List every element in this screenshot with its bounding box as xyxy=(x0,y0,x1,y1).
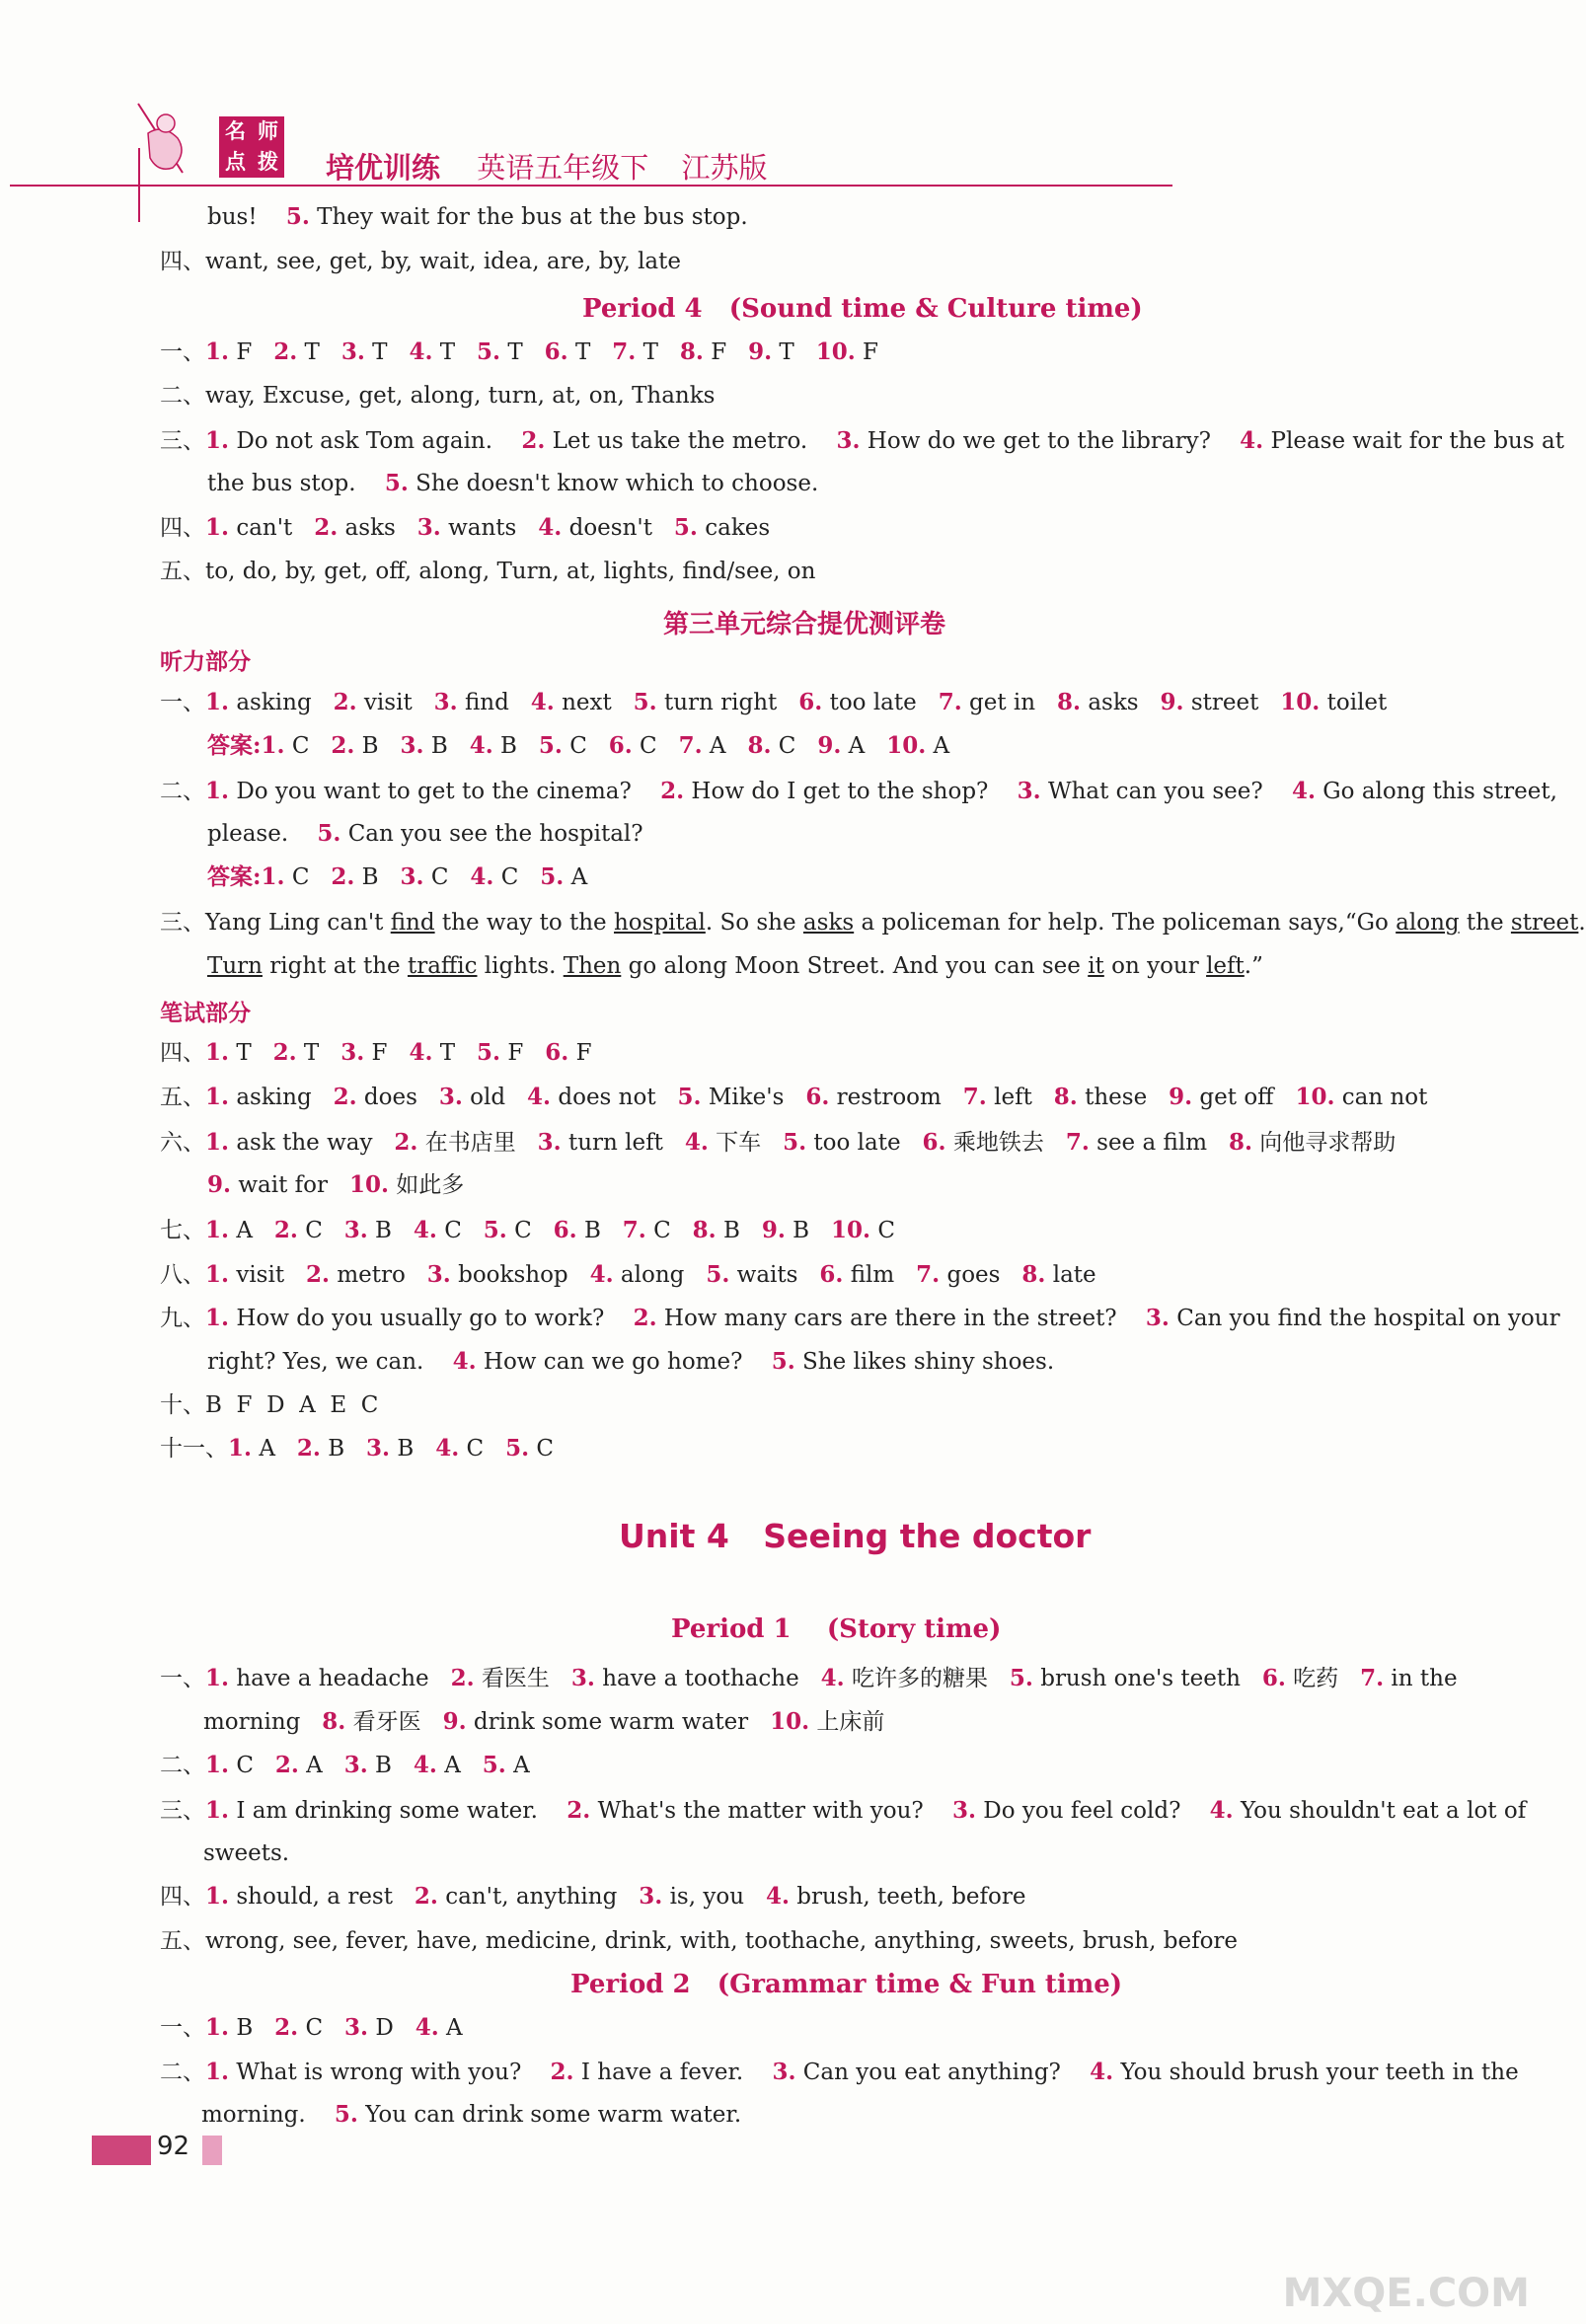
book-title xyxy=(326,146,791,187)
page-header xyxy=(0,0,1542,197)
book-title-edition: 江苏版 xyxy=(681,151,768,185)
answer-line: 一、1. have a headache 2. 看医生 3. have a toothache 4. 吃许多的糖果 5. brush one's teeth 6. 吃药 7. in the xyxy=(160,1665,1458,1691)
header-divider xyxy=(10,185,1172,187)
answer-line: 二、way, Excuse, get, along, turn, at, on, Thanks xyxy=(160,383,716,409)
answer-line: 9. wait for 10. 如此多 xyxy=(207,1171,465,1198)
answer-line: 六、1. ask the way 2. 在书店里 3. turn left 4. 下车 5. too late 6. 乘地铁去 7. see a film 8. 向他寻求帮助 xyxy=(160,1129,1397,1156)
badge-char: 名 xyxy=(225,119,246,143)
book-title-grade: 英语五年级下 xyxy=(477,151,649,185)
badge-icon xyxy=(219,116,284,178)
answer-line: sweets. xyxy=(203,1840,290,1866)
section-heading: Period 1 (Story time) xyxy=(671,1614,1002,1644)
answer-line: the bus stop. 5. She doesn't know which to choose. xyxy=(207,470,819,496)
watermark: MXQE.COM xyxy=(1282,2271,1530,2316)
answer-line: 二、1. C 2. A 3. B 4. A 5. A xyxy=(160,1752,530,1778)
answer-line: please. 5. Can you see the hospital? xyxy=(207,820,643,847)
answer-line: bus! 5. They wait for the bus at the bus stop. xyxy=(207,203,748,230)
answer-line: 四、1. T 2. T 3. F 4. T 5. F 6. F xyxy=(160,1039,592,1066)
answer-line: 四、1. can't 2. asks 3. wants 4. doesn't 5. cakes xyxy=(160,514,771,541)
answer-line: 十一、1. A 2. B 3. B 4. C 5. C xyxy=(160,1435,555,1462)
section-heading: Period 4 (Sound time & Culture time) xyxy=(582,294,1143,324)
answer-line: morning 8. 看牙医 9. drink some warm water 10. 上床前 xyxy=(203,1708,885,1735)
answer-line: 三、Yang Ling can't find the way to the hospital. So she asks a policeman for help. The policeman says,“Go along the street. xyxy=(160,910,1586,936)
answer-line: 五、1. asking 2. does 3. old 4. does not 5. Mike's 6. restroom 7. left 8. these 9. get off 10. can not xyxy=(160,1084,1428,1110)
answer-line: 答案:1. C 2. B 3. B 4. B 5. C 6. C 7. A 8. C 9. A 10. A xyxy=(207,732,950,759)
page-number-accent xyxy=(202,2136,222,2165)
answer-line: 一、1. asking 2. visit 3. find 4. next 5. turn right 6. too late 7. get in 8. asks 9. street 10. toilet xyxy=(160,689,1388,715)
answer-line: 四、1. should, a rest 2. can't, anything 3. is, you 4. brush, teeth, before xyxy=(160,1883,1026,1910)
answer-line: 五、wrong, see, fever, have, medicine, drink, with, toothache, anything, sweets, brush, before xyxy=(160,1928,1239,1954)
answer-line: 八、1. visit 2. metro 3. bookshop 4. along 5. waits 6. film 7. goes 8. late xyxy=(160,1261,1096,1288)
answer-line: 九、1. How do you usually go to work? 2. How many cars are there in the street? 3. Can you find the hospital on your xyxy=(160,1305,1560,1331)
page-number-bar xyxy=(92,2136,151,2165)
badge-char: 点 xyxy=(225,150,246,174)
part-label: 听力部分 xyxy=(160,648,251,675)
answer-line: right? Yes, we can. 4. How can we go home? 5. She likes shiny shoes. xyxy=(207,1348,1055,1375)
part-label: 笔试部分 xyxy=(160,1000,251,1026)
badge-char: 拨 xyxy=(258,150,278,174)
answer-line: 四、want, see, get, by, wait, idea, are, by, late xyxy=(160,249,682,274)
answer-line: 七、1. A 2. C 3. B 4. C 5. C 6. B 7. C 8. B 9. B 10. C xyxy=(160,1217,895,1243)
book-title-main: 培优训练 xyxy=(326,151,441,185)
answer-line: 三、1. Do not ask Tom again. 2. Let us take the metro. 3. How do we get to the library? 4. Please wait for the bus at xyxy=(160,427,1564,454)
page-number: 92 xyxy=(157,2132,190,2161)
answer-line: 五、to, do, by, get, off, along, Turn, at, lights, find/see, on xyxy=(160,559,816,584)
answer-line: 二、1. Do you want to get to the cinema? 2. How do I get to the shop? 3. What can you see? 4. Go along this street, xyxy=(160,778,1557,804)
answer-line: 一、1. B 2. C 3. D 4. A xyxy=(160,2014,463,2041)
answer-line: 答案:1. C 2. B 3. C 4. C 5. A xyxy=(207,863,588,890)
badge-char: 师 xyxy=(258,119,278,143)
unit-title: Unit 4 Seeing the doctor xyxy=(619,1517,1092,1555)
section-heading: 第三单元综合提优测评卷 xyxy=(663,610,946,639)
answer-line: morning. 5. You can drink some warm water. xyxy=(201,2101,742,2128)
answer-line: 二、1. What is wrong with you? 2. I have a fever. 3. Can you eat anything? 4. You should brush your teeth in the xyxy=(160,2059,1519,2085)
answer-line: 十、B F D A E C xyxy=(160,1392,379,1418)
section-heading: Period 2 (Grammar time & Fun time) xyxy=(570,1970,1123,1999)
answer-line: Turn right at the traffic lights. Then go along Moon Street. And you can see it on your left.” xyxy=(207,953,1263,979)
header-vertical-rule xyxy=(138,148,140,222)
answer-line: 一、1. F 2. T 3. T 4. T 5. T 6. T 7. T 8. F 9. T 10. F xyxy=(160,338,878,365)
answer-line: 三、1. I am drinking some water. 2. What's the matter with you? 3. Do you feel cold? 4. You shouldn't eat a lot of xyxy=(160,1797,1527,1824)
page-number-block xyxy=(92,2132,228,2169)
